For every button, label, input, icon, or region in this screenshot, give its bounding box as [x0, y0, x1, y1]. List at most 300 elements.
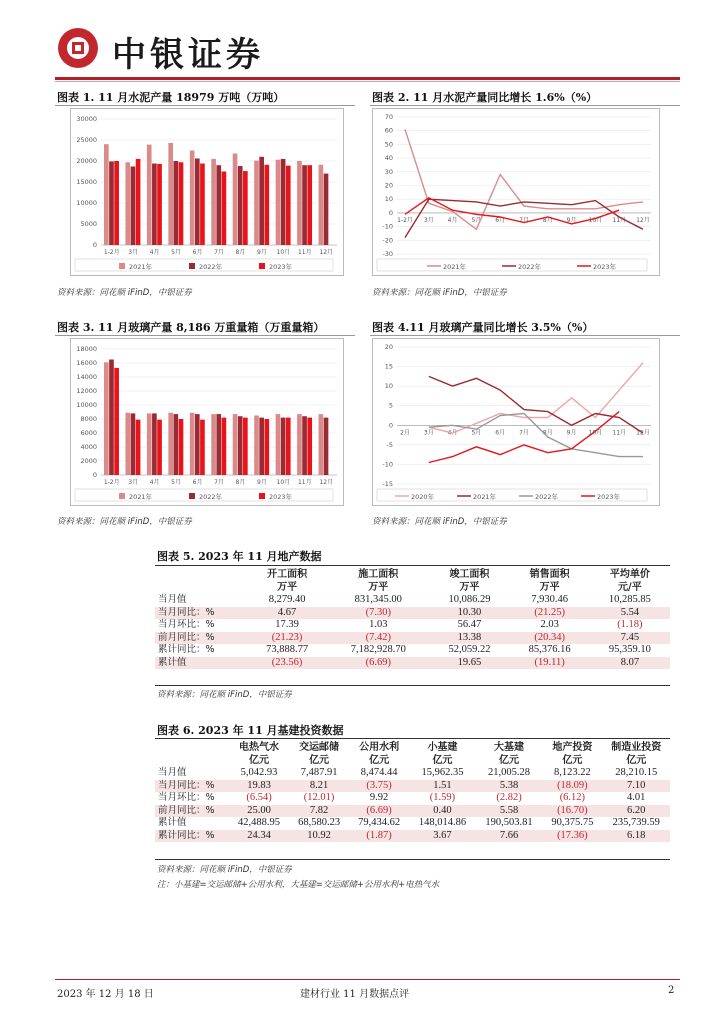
footer-rule — [55, 979, 680, 980]
x-tick-label: 12月 — [319, 479, 334, 486]
y-tick-label: 18000 — [76, 345, 97, 353]
column-header-unit: 亿元 — [369, 755, 390, 766]
table-cell: 15,962.35 — [421, 767, 464, 778]
column-header — [429, 568, 509, 594]
bar-2023年 — [286, 418, 291, 475]
bar-2021年 — [297, 414, 302, 475]
x-tick-label: 12月 — [319, 249, 334, 256]
header-rule — [55, 77, 680, 80]
y-tick-label: 15000 — [76, 178, 97, 186]
chart4-svg — [373, 339, 659, 505]
table-cell: (16.70) — [542, 805, 602, 818]
column-header-unit: 万平 — [277, 582, 298, 593]
column-header — [510, 568, 590, 594]
chart3-box — [70, 338, 344, 506]
table-cell: 24.34 — [229, 830, 289, 843]
row-label: 当月值 — [158, 767, 187, 778]
table-cell: 10,285.85 — [608, 594, 651, 605]
table-cell: 235,739.59 — [612, 817, 660, 828]
x-tick-label: 3月 — [423, 429, 434, 437]
chart1-source: 资料来源：同花顺 iFinD，中银证券 — [57, 288, 192, 298]
y-tick-label: 20000 — [76, 157, 97, 165]
x-tick-label: 6月 — [192, 249, 203, 256]
bar-2023年 — [114, 368, 119, 475]
bar-2021年 — [125, 413, 130, 475]
chart1-rule — [55, 105, 355, 106]
legend-swatch — [189, 493, 195, 499]
table6-title: 图表 6. 2023 年 11 月基建投资数据 — [157, 724, 344, 737]
legend-label: 2022年 — [199, 493, 223, 501]
legend-label: 2021年 — [473, 493, 497, 501]
table-cell: 85,376.16 — [528, 644, 571, 655]
table-cell: (1.18) — [617, 619, 643, 630]
table-row — [155, 657, 670, 670]
table-cell: 4.67 — [247, 607, 327, 620]
chart1-svg — [71, 109, 343, 275]
x-tick-label: 3月 — [128, 479, 139, 486]
table-row — [155, 619, 670, 632]
table-cell: (21.23) — [247, 632, 327, 645]
y-tick-label: 16000 — [76, 359, 97, 367]
x-tick-label: 11月 — [297, 249, 312, 256]
table-row — [155, 607, 670, 620]
legend-label: 2021年 — [129, 493, 153, 501]
series-line-2022年 — [429, 414, 643, 457]
table-cell: 5.38 — [476, 780, 543, 793]
legend-swatch — [259, 263, 265, 269]
bar-2022年 — [131, 166, 136, 245]
table-cell: 95,359.10 — [608, 644, 651, 655]
x-tick-label: 5月 — [171, 479, 182, 486]
table-cell: 42,488.95 — [238, 817, 281, 828]
table6 — [155, 741, 670, 842]
chart2-source: 资料来源：同花顺 iFinD，中银证券 — [372, 288, 507, 298]
table-cell: 68,580.23 — [298, 817, 341, 828]
table-row — [155, 644, 670, 657]
column-header-label: 销售面积 — [529, 569, 570, 580]
y-tick-label: -10 — [382, 460, 393, 469]
bar-2023年 — [264, 165, 269, 245]
table-cell: 8.21 — [289, 780, 349, 793]
bar-2022年 — [281, 418, 286, 475]
table-cell: 4.01 — [627, 792, 646, 803]
column-header-label: 平均单价 — [609, 569, 650, 580]
table-cell: (12.01) — [303, 792, 335, 803]
row-label: 当月值 — [158, 594, 187, 605]
y-tick-label: -10 — [382, 222, 393, 231]
bar-2023年 — [222, 418, 227, 475]
table-cell: 28,210.15 — [615, 767, 658, 778]
bar-2021年 — [254, 161, 259, 245]
chart1-box — [70, 108, 344, 276]
table-row — [155, 830, 670, 843]
bar-2023年 — [136, 420, 141, 475]
column-header-unit: 亿元 — [562, 755, 583, 766]
column-header-label: 交运邮储 — [299, 742, 340, 753]
x-tick-label: 6月 — [192, 479, 203, 486]
column-header-unit: 亿元 — [499, 755, 520, 766]
bar-2021年 — [233, 414, 238, 475]
y-tick-label: 2000 — [80, 457, 97, 465]
table-cell: 8,474.44 — [360, 767, 398, 778]
bar-2023年 — [243, 418, 248, 475]
y-tick-label: 20 — [384, 343, 393, 351]
table-cell: 5.58 — [476, 805, 543, 818]
bar-2022年 — [281, 159, 286, 245]
bar-2022年 — [216, 414, 221, 475]
bar-2021年 — [211, 414, 216, 475]
table-cell: (21.25) — [510, 607, 590, 620]
column-header-unit: 亿元 — [432, 755, 453, 766]
x-tick-label: 1-2月 — [103, 249, 120, 256]
table-cell: 5,042.93 — [240, 767, 278, 778]
chart3-source: 资料来源：同花顺 iFinD，中银证券 — [57, 517, 192, 527]
table-cell: (3.75) — [349, 780, 409, 793]
column-header-unit: 万平 — [459, 582, 480, 593]
table-cell: (23.56) — [247, 657, 327, 670]
bar-2021年 — [104, 144, 109, 245]
bar-2023年 — [200, 164, 205, 245]
bar-2021年 — [168, 413, 173, 475]
legend-label: 2023年 — [269, 493, 293, 501]
legend-swatch — [119, 493, 125, 499]
y-tick-label: 25000 — [76, 136, 97, 144]
brand-name: 中银证券 — [112, 35, 264, 75]
y-tick-label: 40 — [384, 154, 393, 163]
column-header — [349, 741, 409, 767]
column-header — [409, 741, 476, 767]
table-cell: 7.82 — [289, 805, 349, 818]
table-cell: (20.34) — [510, 632, 590, 645]
y-tick-label: 10000 — [76, 401, 97, 409]
x-tick-label: 10月 — [276, 249, 291, 256]
x-tick-label: 3月 — [423, 216, 434, 224]
column-header — [602, 741, 670, 767]
x-tick-label: 11月 — [612, 429, 627, 437]
x-tick-label: 6月 — [495, 216, 506, 224]
y-tick-label: 0 — [388, 421, 393, 430]
table-cell: 5.54 — [590, 607, 670, 620]
column-header-label: 地产投资 — [552, 742, 593, 753]
table-cell: 56.47 — [457, 619, 482, 630]
bar-2022年 — [174, 161, 179, 245]
column-header — [590, 568, 670, 594]
x-tick-label: 6月 — [495, 429, 506, 437]
table-cell: 19.65 — [429, 657, 509, 670]
bar-2022年 — [152, 164, 157, 245]
bar-2021年 — [276, 414, 281, 475]
table-cell: 7.10 — [602, 780, 670, 793]
bar-2022年 — [131, 413, 136, 475]
y-tick-label: 15 — [384, 362, 393, 371]
y-tick-label: 50 — [384, 140, 393, 149]
legend-label: 2021年 — [129, 263, 153, 271]
table-cell: (18.09) — [542, 780, 602, 793]
bar-2022年 — [238, 416, 243, 475]
table5-top-rule — [155, 565, 670, 566]
bar-2023年 — [114, 161, 119, 245]
table6-top-rule — [155, 738, 670, 739]
table-cell: (6.69) — [349, 805, 409, 818]
legend-label: 2020年 — [411, 493, 435, 501]
y-tick-label: 10 — [384, 382, 393, 391]
table-cell: 7,930.46 — [531, 594, 569, 605]
bar-2023年 — [136, 159, 141, 245]
column-header — [327, 568, 429, 594]
y-tick-label: -30 — [382, 250, 393, 258]
x-tick-label: 4月 — [447, 216, 458, 224]
legend-swatch — [119, 263, 125, 269]
y-tick-label: 8000 — [80, 415, 97, 423]
table-cell: 831,345.00 — [354, 594, 402, 605]
x-tick-label: 4月 — [149, 479, 160, 486]
bar-2021年 — [125, 162, 130, 245]
bar-2021年 — [233, 153, 238, 245]
table-cell: 90,375.75 — [551, 817, 594, 828]
chart4-source: 资料来源：同花顺 iFinD，中银证券 — [372, 517, 507, 527]
chart2-title: 图表 2. 11 月水泥产量同比增长 1.6%（%） — [372, 91, 598, 104]
chart4-box — [372, 338, 660, 506]
table-cell: (6.12) — [559, 792, 586, 803]
bar-2022年 — [109, 161, 114, 245]
footer-page-number: 2 — [668, 985, 675, 996]
bank-logo — [58, 28, 98, 68]
y-tick-label: 0 — [92, 471, 97, 479]
bar-2022年 — [152, 413, 157, 475]
x-tick-label: 1-2月 — [103, 479, 120, 486]
row-label: 当月环比：% — [158, 619, 215, 630]
legend-label: 2022年 — [518, 263, 542, 271]
chart1-title: 图表 1. 11 月水泥产量 18979 万吨（万吨） — [57, 91, 285, 104]
bar-2021年 — [168, 143, 173, 245]
bar-2023年 — [157, 420, 162, 475]
bar-2021年 — [319, 165, 324, 245]
table-row — [155, 632, 670, 645]
bar-2022年 — [302, 165, 307, 245]
y-tick-label: 5 — [388, 401, 393, 410]
table-cell: (7.42) — [327, 632, 429, 645]
x-tick-label: 9月 — [566, 429, 577, 437]
bar-2021年 — [211, 159, 216, 245]
y-tick-label: 6000 — [80, 429, 97, 437]
footer-date: 2023 年 12 月 18 日 — [57, 989, 154, 1000]
chart4-rule — [370, 335, 680, 336]
x-tick-label: 2月 — [400, 429, 410, 437]
x-tick-label: 9月 — [566, 216, 577, 224]
table5-source: 资料来源：同花顺 iFinD，中银证券 — [157, 690, 292, 700]
x-tick-label: 1-2月 — [397, 216, 413, 224]
legend-label: 2022年 — [199, 263, 223, 271]
table-cell: (6.54) — [246, 792, 272, 803]
table-row — [155, 594, 670, 607]
bar-2022年 — [259, 157, 264, 245]
y-tick-label: 20 — [384, 181, 393, 190]
x-tick-label: 7月 — [214, 249, 224, 256]
bar-2021年 — [319, 414, 324, 475]
bar-2021年 — [190, 151, 195, 246]
x-tick-label: 9月 — [256, 479, 267, 486]
bar-2023年 — [307, 418, 312, 475]
table-cell: (7.30) — [327, 607, 429, 620]
column-header-unit: 亿元 — [249, 755, 270, 766]
bar-2022年 — [324, 174, 329, 245]
footer-report-name: 建材行业 11 月数据点评 — [300, 989, 410, 1000]
table-cell: (2.82) — [496, 792, 522, 803]
bar-2022年 — [216, 165, 221, 245]
bar-2022年 — [238, 166, 243, 245]
table-cell: 17.39 — [275, 619, 299, 630]
column-header-label: 施工面积 — [358, 569, 399, 580]
chart2-rule — [370, 105, 680, 106]
legend-label: 2023年 — [593, 263, 617, 271]
chart3-svg — [71, 339, 343, 505]
x-tick-label: 10月 — [588, 429, 603, 437]
column-header — [476, 741, 543, 767]
x-tick-label: 5月 — [471, 216, 482, 224]
table5 — [155, 568, 670, 669]
table6-bottom-rule — [155, 859, 670, 860]
column-header-label: 公用水利 — [359, 742, 400, 753]
table5-title: 图表 5. 2023 年 11 月地产数据 — [157, 550, 322, 563]
table-cell: 7.66 — [476, 830, 543, 843]
y-tick-label: 10 — [384, 195, 393, 204]
column-header-unit: 万平 — [368, 582, 389, 593]
bar-2023年 — [200, 420, 205, 475]
bar-2022年 — [195, 414, 200, 475]
table-cell: (6.69) — [327, 657, 429, 670]
table5-bottom-rule — [155, 685, 670, 686]
column-header — [247, 568, 327, 594]
chart4-title: 图表 4.11 月玻璃产量同比增长 3.5%（%） — [372, 321, 594, 334]
column-header-label: 制造业投资 — [611, 742, 662, 753]
table6-note: 注：小基建=交运邮储+公用水利，大基建=交运邮储+公用水利+电热气水 — [157, 880, 440, 890]
column-header-label: 开工面积 — [267, 569, 308, 580]
x-tick-label: 4月 — [149, 249, 160, 256]
column-header — [542, 741, 602, 767]
y-tick-label: 70 — [384, 113, 393, 121]
bar-2023年 — [157, 164, 162, 245]
legend-label: 2023年 — [597, 493, 621, 501]
bar-2023年 — [179, 419, 184, 475]
row-label: 前月同比：% — [155, 632, 247, 645]
series-line-2023年 — [429, 412, 619, 463]
y-tick-label: 12000 — [76, 387, 97, 395]
y-tick-label: 0 — [92, 241, 97, 249]
bar-2023年 — [179, 162, 184, 245]
x-tick-label: 8月 — [542, 216, 553, 224]
row-label: 累计值 — [155, 657, 247, 670]
legend-swatch — [189, 263, 195, 269]
x-tick-label: 7月 — [519, 216, 529, 224]
x-tick-label: 12月 — [636, 429, 650, 437]
y-tick-label: 10000 — [76, 199, 97, 207]
table-cell: 10.30 — [429, 607, 509, 620]
chart2-box — [372, 108, 660, 276]
bar-2023年 — [243, 171, 248, 245]
y-tick-label: -5 — [386, 440, 393, 449]
x-tick-label: 9月 — [256, 249, 267, 256]
row-label: 前月同比：% — [155, 805, 229, 818]
bar-2022年 — [174, 414, 179, 475]
header-rule-thin — [55, 81, 680, 82]
table-cell: 2.03 — [540, 619, 559, 630]
legend-label: 2023年 — [269, 263, 293, 271]
column-header — [229, 741, 289, 767]
x-tick-label: 8月 — [235, 249, 246, 256]
table-cell: 6.20 — [602, 805, 670, 818]
bar-2021年 — [254, 416, 259, 476]
y-tick-label: 4000 — [80, 443, 97, 451]
bar-2023年 — [264, 419, 269, 475]
chart3-rule — [55, 335, 355, 336]
x-tick-label: 10月 — [276, 479, 291, 486]
table-cell: 8,279.40 — [268, 594, 306, 605]
x-tick-label: 10月 — [588, 216, 603, 224]
chart3-title: 图表 3. 11 月玻璃产量 8,186 万重量箱（万重量箱） — [57, 321, 325, 334]
row-label: 当月环比：% — [158, 792, 215, 803]
x-tick-label: 5月 — [171, 249, 182, 256]
table-cell: 10.92 — [289, 830, 349, 843]
column-header — [289, 741, 349, 767]
y-tick-label: 60 — [384, 126, 393, 135]
table-cell: 73,888.77 — [266, 644, 309, 655]
legend-swatch — [259, 493, 265, 499]
table-cell: 1.51 — [409, 780, 476, 793]
y-tick-label: 14000 — [76, 373, 97, 381]
bar-2021年 — [276, 160, 281, 245]
x-tick-label: 8月 — [235, 479, 246, 486]
table-cell: (19.11) — [510, 657, 590, 670]
x-tick-label: 3月 — [128, 249, 139, 256]
table-cell: 21,005.28 — [488, 767, 531, 778]
legend-label: 2021年 — [443, 263, 467, 271]
bar-2023年 — [307, 165, 312, 245]
column-header-unit: 亿元 — [626, 755, 647, 766]
column-header-label: 大基建 — [494, 742, 525, 753]
column-header-unit: 元/平 — [618, 582, 642, 593]
table-cell: 1.03 — [369, 619, 388, 630]
table-cell: 25.00 — [229, 805, 289, 818]
legend-label: 2022年 — [535, 493, 559, 501]
series-line-2020年 — [429, 363, 643, 433]
row-label: 当月同比：% — [155, 780, 229, 793]
table-row — [155, 805, 670, 818]
bar-2021年 — [297, 161, 302, 245]
table-cell: 19.83 — [229, 780, 289, 793]
table-row — [155, 817, 670, 830]
y-tick-label: -15 — [382, 480, 393, 488]
table-cell: 0.40 — [409, 805, 476, 818]
table-cell: 10,086.29 — [448, 594, 491, 605]
table-cell: 9.92 — [369, 792, 389, 803]
x-tick-label: 8月 — [542, 429, 553, 437]
table-row — [155, 792, 670, 805]
x-tick-label: 7月 — [214, 479, 224, 486]
table6-source: 资料来源：同花顺 iFinD，中银证券 — [157, 865, 292, 875]
x-tick-label: 4月 — [447, 429, 458, 437]
bar-2021年 — [147, 413, 152, 475]
x-tick-label: 5月 — [471, 429, 482, 437]
table-cell: 148,014.86 — [418, 817, 467, 828]
row-label: 累计同比：% — [158, 644, 215, 655]
column-header-unit: 万平 — [539, 582, 560, 593]
row-label: 累计同比：% — [155, 830, 229, 843]
table-cell: 7.45 — [590, 632, 670, 645]
bar-2023年 — [286, 166, 291, 245]
table-cell: 8,123.22 — [554, 767, 591, 778]
bar-2022年 — [109, 360, 114, 476]
table-cell: 3.67 — [409, 830, 476, 843]
